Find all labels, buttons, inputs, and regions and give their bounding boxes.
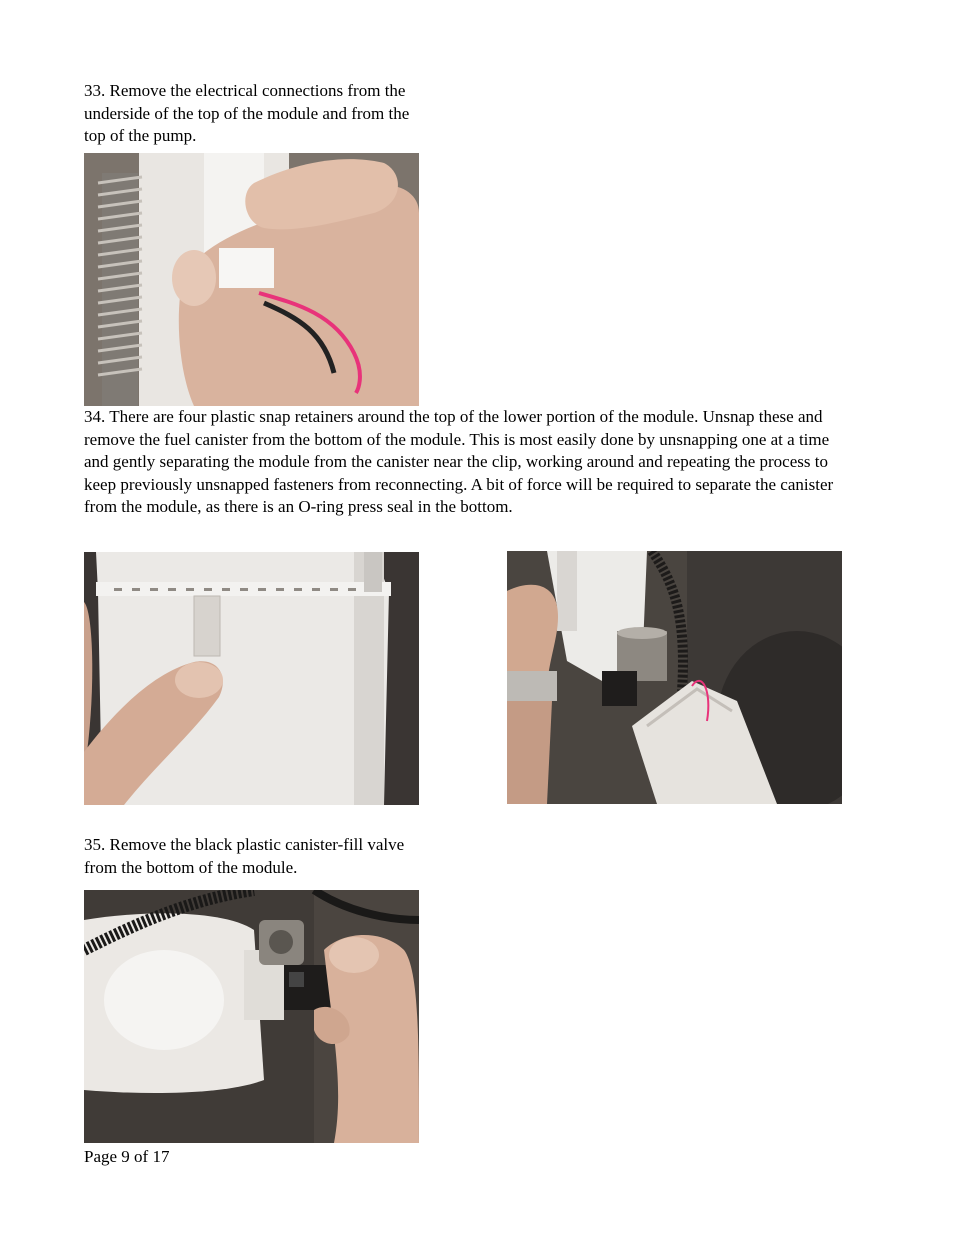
step-33-text: 33. Remove the electrical connections from the underside of the top of the module and from the top of the pump. [84,81,410,145]
photo-canister-fill-valve [84,890,419,1143]
page-number: Page 9 of 17 [84,1147,170,1166]
photo-separating-canister [507,551,842,804]
step-35-text: 35. Remove the black plastic canister-fill valve from the bottom of the module. [84,835,405,877]
photo-snap-retainer [84,552,419,805]
step-34-text: 34. There are four plastic snap retainers around the top of the lower portion of the module. Unsnap these and remove the fuel canister from the bottom of the module. This is most easily done by unsnapping one at a time and gently separating the module from the canister near the clip, working around and repeating the process to keep previously unsnapped fasteners from reconnecting. A bit of force will be required to separate the canister from the module, as there is an O-ring press seal in the bottom. [84,407,834,516]
photo-electrical-connections [84,153,419,406]
